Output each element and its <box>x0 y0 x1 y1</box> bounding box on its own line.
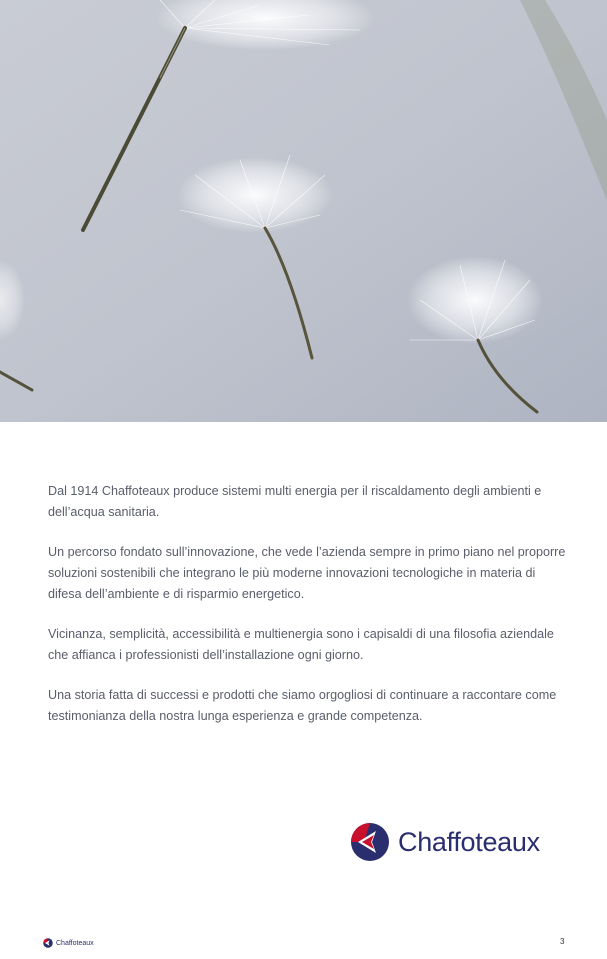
footer-logo <box>43 937 94 949</box>
footer-logo-icon <box>43 938 53 948</box>
intro-text <box>48 481 568 746</box>
paragraph-philosophy: Vicinanza, semplicità, accessibilità e multienergia sono i capisaldi di una filosofia aziendale che affianca i professionisti dell’installazione ogni giorno. <box>48 627 554 662</box>
footer-brand-name: Chaffoteaux <box>56 939 94 947</box>
paragraph-innovation: Un percorso fondato sull’innovazione, che vede l’azienda sempre in primo piano nel proporre soluzioni sostenibili che integrano le più moderne innovazioni tecnologiche in materia di difesa dell’ambiente e di risparmio energetico. <box>48 545 566 601</box>
paragraph-story: Una storia fatta di successi e prodotti che siamo orgogliosi di continuare a raccontare come testimonianza della nostra lunga esperienza e grande competenza. <box>48 688 557 723</box>
hero-image <box>0 0 607 422</box>
brand-wordmark: Chaffoteaux <box>398 826 540 857</box>
chaffoteaux-logo-icon <box>350 822 390 862</box>
brand-logo <box>350 820 570 864</box>
page-number: 3 <box>560 937 565 946</box>
paragraph-history: Dal 1914 Chaffoteaux produce sistemi multi energia per il riscaldamento degli ambienti e dell’acqua sanitaria. <box>48 484 542 519</box>
